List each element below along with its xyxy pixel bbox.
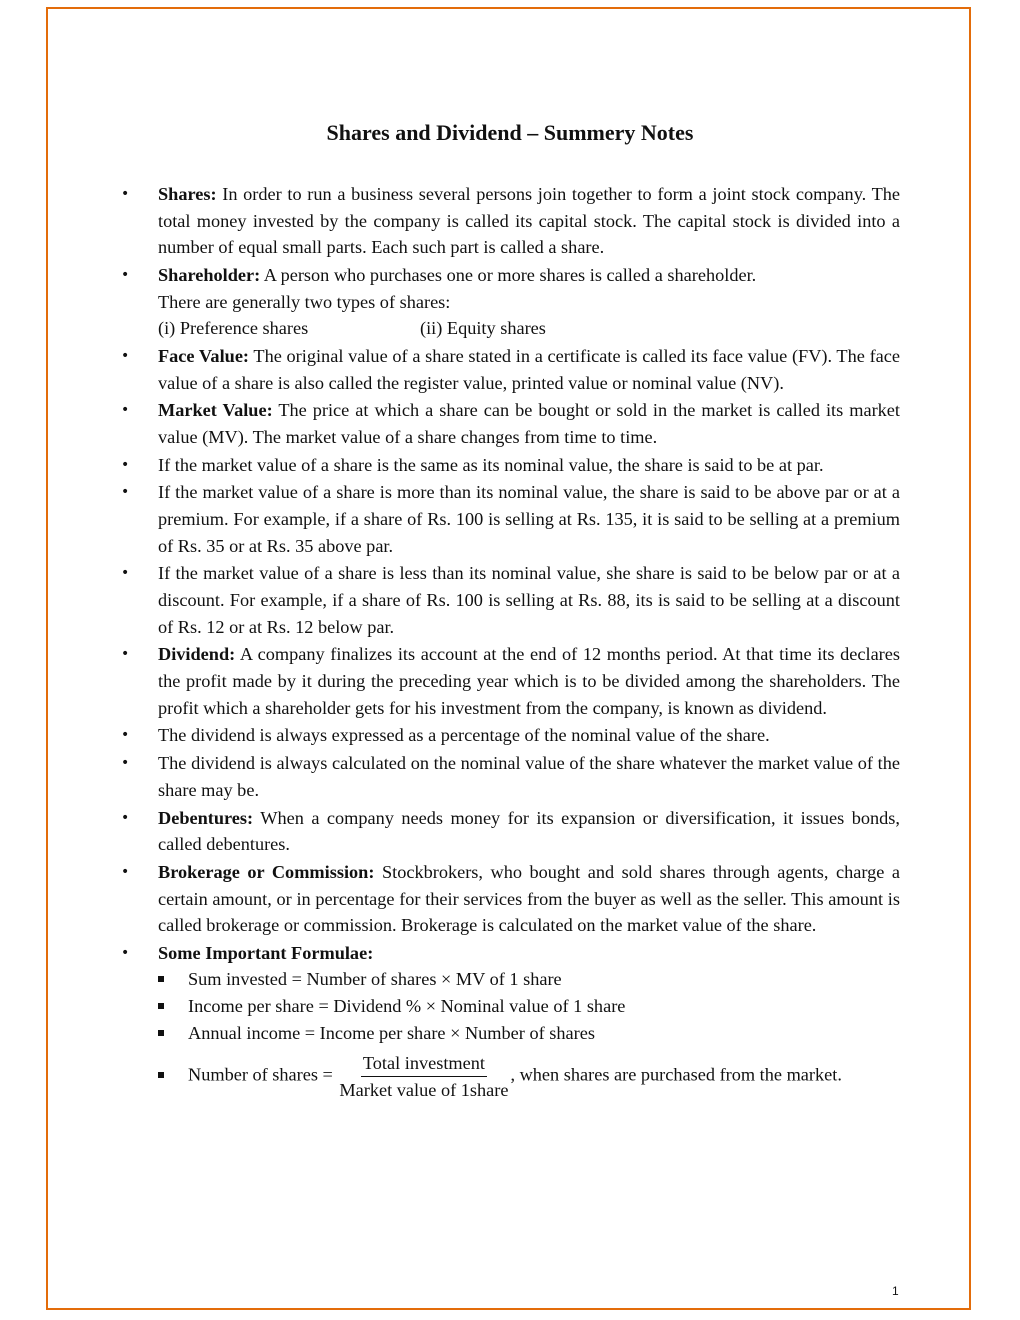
formula-suffix: , when shares are purchased from the market. bbox=[510, 1064, 842, 1085]
formula-item-fraction bbox=[158, 1050, 900, 1103]
list-item-formulae bbox=[158, 940, 900, 1103]
list-item-market-value bbox=[158, 397, 900, 450]
item-label: Some Important Formulae: bbox=[158, 942, 374, 963]
item-label: Dividend: bbox=[158, 644, 236, 665]
list-item-dividend bbox=[158, 641, 900, 721]
item-label: Brokerage or Commission: bbox=[158, 861, 375, 882]
share-type: (ii) Equity shares bbox=[420, 318, 546, 339]
list-item: • If the market value of a share is the same as its nominal value, the share is said to be at par. bbox=[158, 452, 900, 479]
list-item-shareholder bbox=[158, 262, 900, 342]
list-item-shares bbox=[158, 181, 900, 261]
list-item-debentures bbox=[158, 805, 900, 858]
item-text: A person who purchases one or more shares is called a shareholder. bbox=[260, 264, 757, 285]
notes-list bbox=[158, 181, 900, 1104]
page-number: 1 bbox=[892, 1284, 899, 1298]
list-item: • The dividend is always calculated on the nominal value of the share whatever the market value of the share may be. bbox=[158, 750, 900, 803]
item-extra: There are generally two types of shares: bbox=[158, 291, 451, 312]
item-label: Shareholder: bbox=[158, 264, 261, 285]
formula-item: Annual income = Income per share × Number of shares bbox=[158, 1020, 900, 1047]
list-item-face-value bbox=[158, 343, 900, 396]
list-item-brokerage bbox=[158, 859, 900, 939]
formula-lhs: Number of shares = bbox=[188, 1064, 333, 1085]
list-item: • The dividend is always expressed as a percentage of the nominal value of the share. bbox=[158, 722, 900, 749]
item-text: The original value of a share stated in a certificate is called its face value (FV). The face value of a share is also called the register value, printed value or nominal value (NV). bbox=[158, 345, 900, 393]
list-item: • If the market value of a share is less than its nominal value, she share is said to be below par or at a discount. For example, if a share of Rs. 100 is selling at Rs. 88, its is said to be selling at a discount of Rs. 12 or at Rs. 12 below par. bbox=[158, 560, 900, 640]
formula-item: Sum invested = Number of shares × MV of 1 share bbox=[158, 966, 900, 993]
page-title: Shares and Dividend – Summery Notes bbox=[326, 120, 694, 145]
item-text: A company finalizes its account at the end of 12 months period. At that time its declares the profit made by it during the preceding year which is to be divided among the shareholders. The profit which a shareholder gets for his investment from the company, is known as dividend. bbox=[158, 644, 900, 718]
fraction bbox=[339, 1050, 508, 1103]
denominator: Market value of 1share bbox=[339, 1080, 509, 1101]
item-text: In order to run a business several persons join together to form a joint stock company. The total money invested by the company is called its capital stock. The capital stock is divided into a number of equal small parts. Each such part is called a share. bbox=[158, 184, 900, 258]
share-type: (i) Preference shares bbox=[158, 318, 309, 339]
share-types bbox=[158, 315, 900, 342]
item-text: When a company needs money for its expansion or diversification, it issues bonds, called debentures. bbox=[158, 807, 900, 855]
item-text: Stockbrokers, who bought and sold shares through agents, charge a certain amount, or in percentage for their services from the buyer as well as the seller. This amount is called brokerage or commission. Brokerage is calculated on the market value of the share. bbox=[158, 861, 900, 936]
formulae-list bbox=[158, 966, 900, 1103]
list-item: • If the market value of a share is more than its nominal value, the share is said to be above par or at a premium. For example, if a share of Rs. 100 is selling at Rs. 135, it is said to be selling at a premium of Rs. 35 or at Rs. 35 above par. bbox=[158, 479, 900, 559]
item-label: Market Value: bbox=[158, 400, 273, 421]
item-label: Face Value: bbox=[158, 345, 250, 366]
item-label: Debentures: bbox=[158, 807, 254, 828]
numerator: Total investment bbox=[361, 1050, 487, 1077]
item-label: Shares: bbox=[158, 184, 217, 204]
formula-item: Income per share = Dividend % × Nominal value of 1 share bbox=[158, 993, 900, 1020]
item-text: The price at which a share can be bought or sold in the market is called its market value (MV). The market value of a share changes from time to time. bbox=[158, 400, 900, 447]
